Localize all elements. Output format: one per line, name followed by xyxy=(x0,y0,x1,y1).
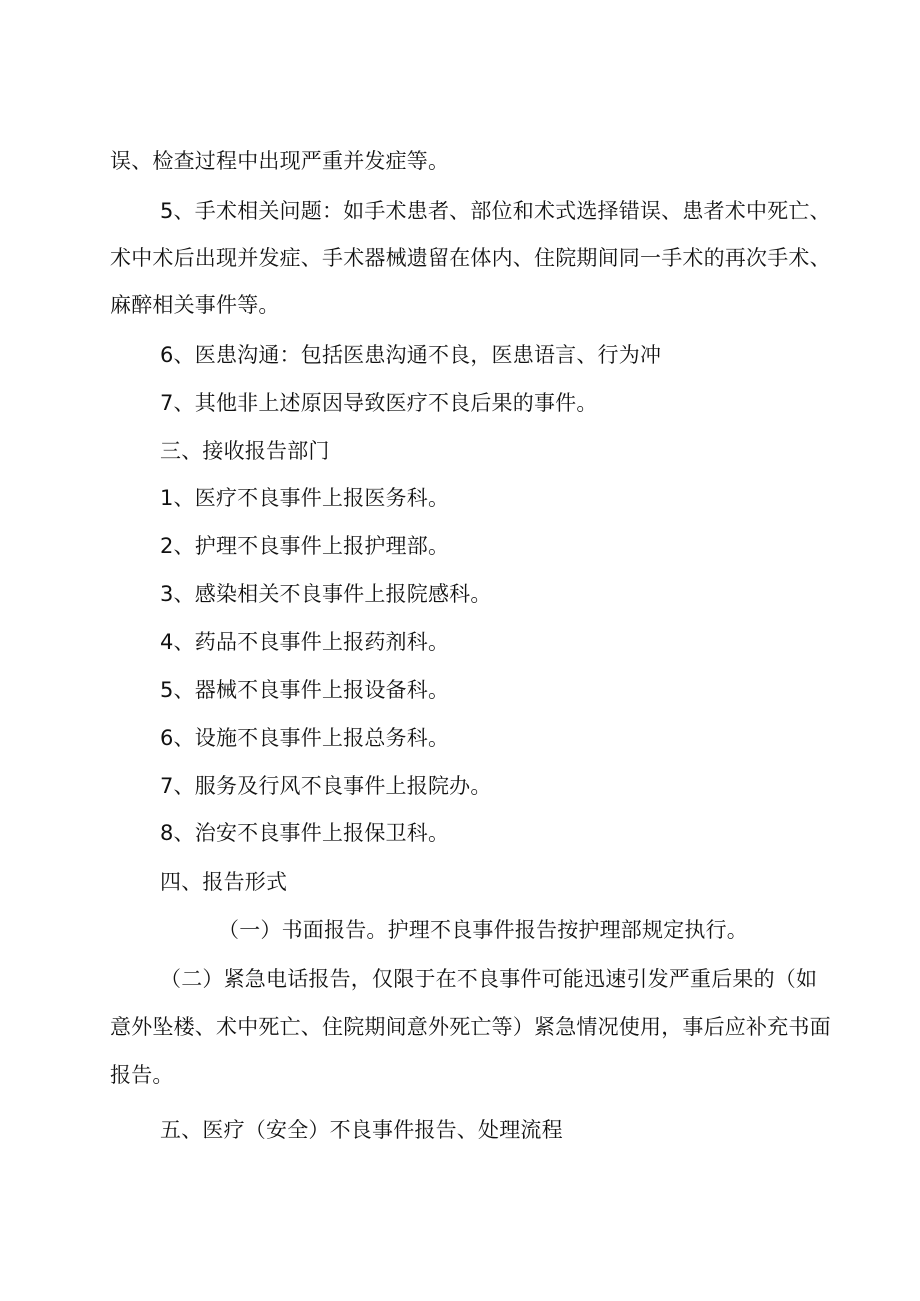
text-line-2: 5、手术相关问题：如手术患者、部位和术式选择错误、患者术中死亡、 xyxy=(160,199,831,223)
list-item: 6、设施不良事件上报总务科。 xyxy=(160,726,450,750)
text-line-6: 7、其他非上述原因导致医疗不良后果的事件。 xyxy=(160,391,598,415)
text-line-1: 误、检查过程中出现严重并发症等。 xyxy=(110,149,450,173)
list-item: 8、治安不良事件上报保卫科。 xyxy=(160,821,450,845)
text-line-5: 6、医患沟通：包括医患沟通不良，医患语言、行为冲 xyxy=(160,343,662,367)
paragraph-line: （一）书面报告。护理不良事件报告按护理部规定执行。 xyxy=(218,918,748,942)
text-line-4: 麻醉相关事件等。 xyxy=(110,293,280,317)
list-item: 2、护理不良事件上报护理部。 xyxy=(160,534,450,558)
list-item: 1、医疗不良事件上报医务科。 xyxy=(160,486,450,510)
paragraph-line: （二）紧急电话报告，仅限于在不良事件可能迅速引发严重后果的（如 xyxy=(160,967,818,991)
list-item: 3、感染相关不良事件上报院感科。 xyxy=(160,582,492,606)
paragraph-line: 报告。 xyxy=(110,1063,174,1087)
list-item: 5、器械不良事件上报设备科。 xyxy=(160,678,450,702)
section-heading-3: 三、接收报告部门 xyxy=(160,439,330,463)
list-item: 7、服务及行风不良事件上报院办。 xyxy=(160,774,492,798)
section-heading-5: 五、医疗（安全）不良事件报告、处理流程 xyxy=(160,1118,563,1142)
list-item: 4、药品不良事件上报药剂科。 xyxy=(160,630,450,654)
paragraph-line: 意外坠楼、术中死亡、住院期间意外死亡等）紧急情况使用，事后应补充书面 xyxy=(110,1015,831,1039)
text-line-3: 术中术后出现并发症、手术器械遗留在体内、住院期间同一手术的再次手术、 xyxy=(110,246,831,270)
section-heading-4: 四、报告形式 xyxy=(160,870,288,894)
